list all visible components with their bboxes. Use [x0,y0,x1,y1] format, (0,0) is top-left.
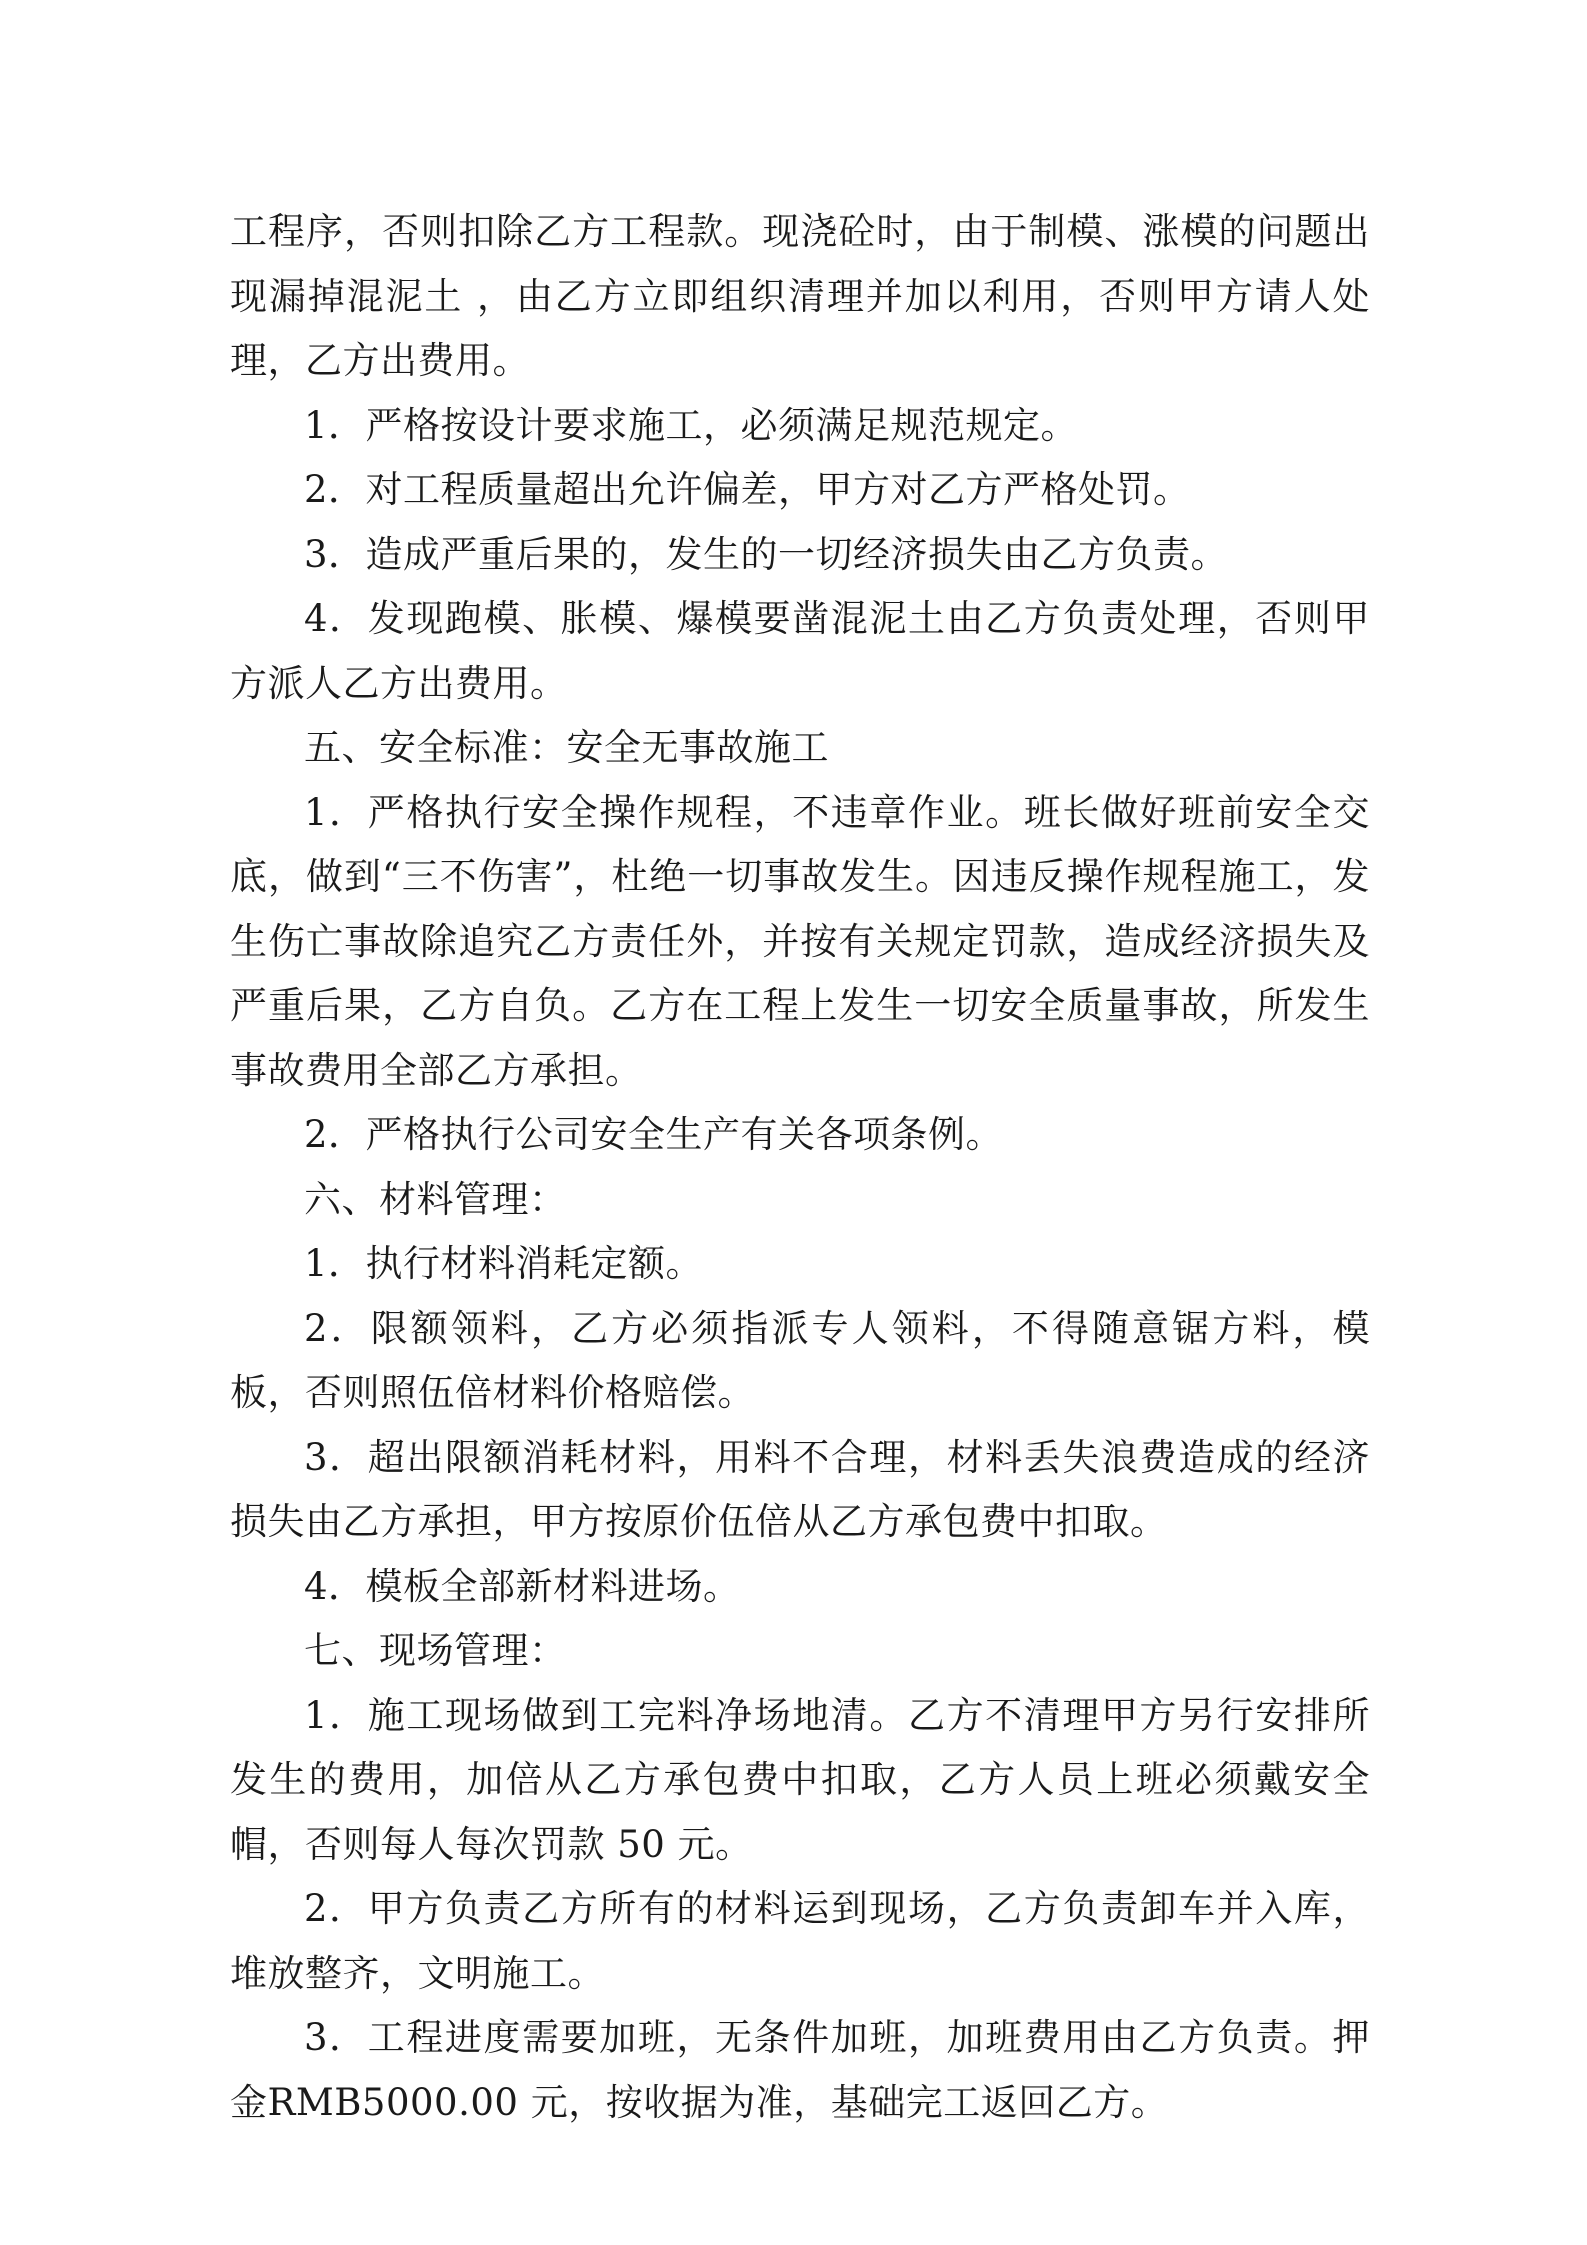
paragraph-item: 2．限额领料，乙方必须指派专人领料，不得随意锯方料，模板，否则照伍倍材料价格赔偿。 [230,1306,1370,1414]
paragraph-item: 3．造成严重后果的，发生的一切经济损失由乙方负责。 [304,532,1229,576]
paragraph-item: 3．超出限额消耗材料，用料不合理，材料丢失浪费造成的经济损失由乙方承担，甲方按原价伍倍从乙方承包费中扣取。 [230,1435,1370,1543]
paragraph-continuation: 工程序，否则扣除乙方工程款。现浇砼时，由于制模、涨模的问题出现漏掉混泥土 ，由乙方立即组织清理并加以利用，否则甲方请人处理，乙方出费用。 [230,210,1370,382]
section-heading-safety: 五、安全标准：安全无事故施工 [304,726,829,769]
paragraph-item: 1．严格执行安全操作规程，不违章作业。班长做好班前安全交底，做到“三不伤害”，杜绝一切事故发生。因违反操作规程施工，发生伤亡事故除追究乙方责任外，并按有关规定罚款，造成经济损失及严重后果，乙方自负。乙方在工程上发生一切安全质量事故，所发生事故费用全部乙方承担。 [230,790,1370,1092]
paragraph-item: 2．严格执行公司安全生产有关各项条例。 [304,1113,1004,1156]
paragraph-item: 2．对工程质量超出允许偏差，甲方对乙方严格处罚。 [304,468,1191,511]
section-heading-site: 七、现场管理： [304,1629,567,1672]
paragraph-item: 4．发现跑模、胀模、爆模要凿混泥土由乙方负责处理，否则甲方派人乙方出费用。 [230,597,1370,705]
paragraph-item: 1．施工现场做到工完料净场地清。乙方不清理甲方另行安排所发生的费用，加倍从乙方承包费中扣取，乙方人员上班必须戴安全帽，否则每人每次罚款 50 元。 [230,1693,1370,1866]
section-heading-materials: 六、材料管理： [304,1177,567,1221]
paragraph-item: 2．甲方负责乙方所有的材料运到现场，乙方负责卸车并入库，堆放整齐，文明施工。 [230,1887,1370,1995]
document-page [230,200,1370,2135]
paragraph-item: 3．工程进度需要加班，无条件加班，加班费用由乙方负责。押金RMB5000.00 元，按收据为准，基础完工返回乙方。 [230,2016,1370,2124]
paragraph-item: 1．执行材料消耗定额。 [304,1242,704,1285]
paragraph-item: 4．模板全部新材料进场。 [304,1564,741,1608]
paragraph-item: 1．严格按设计要求施工，必须满足规范规定。 [304,403,1079,447]
